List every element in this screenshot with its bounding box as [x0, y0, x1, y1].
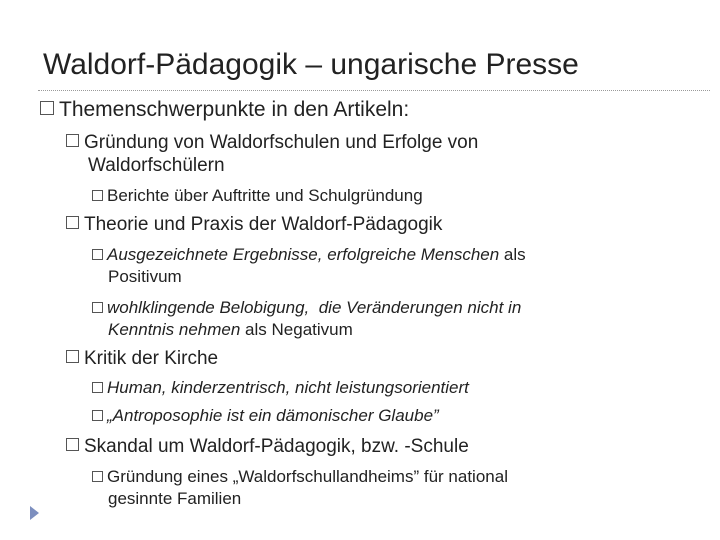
checkbox-bullet-icon	[92, 471, 103, 482]
bullet-text-continuation: gesinnte Familien	[108, 489, 242, 508]
checkbox-bullet-icon	[66, 350, 79, 363]
bullet-item	[92, 467, 508, 487]
slide-marker-arrow-icon	[30, 506, 39, 520]
bullet-text: Gründung von Waldorfschulen und Erfolge von	[84, 132, 479, 153]
bullet-item	[92, 245, 526, 265]
bullet-text: als Negativum	[240, 320, 353, 339]
bullet-text: Theorie und Praxis der Waldorf-Pädagogik	[84, 214, 443, 235]
checkbox-bullet-icon	[92, 249, 103, 260]
bullet-text: als	[499, 245, 526, 264]
bullet-item	[66, 348, 218, 370]
bullet-text: Skandal um Waldorf-Pädagogik, bzw. -Schule	[84, 436, 469, 457]
bullet-item	[92, 186, 423, 206]
bullet-text-italic: Ausgezeichnete Ergebnisse, erfolgreiche Menschen	[107, 245, 500, 264]
checkbox-bullet-icon	[66, 134, 79, 147]
checkbox-bullet-icon	[92, 382, 103, 393]
bullet-text: Themenschwerpunkte in den Artikeln:	[59, 98, 410, 121]
bullet-text-continuation	[108, 320, 353, 340]
bullet-text-italic: Kenntnis nehmen	[108, 320, 241, 339]
bullet-text-italic: wohlklingende Belobigung, die Veränderungen nicht in	[107, 298, 522, 317]
bullet-item	[66, 214, 442, 236]
bullet-text: Berichte über Auftritte und Schulgründung	[107, 186, 423, 205]
bullet-text-continuation: Waldorfschülern	[88, 155, 225, 176]
checkbox-bullet-icon	[66, 216, 79, 229]
checkbox-bullet-icon	[92, 190, 103, 201]
bullet-text-italic: Human, kinderzentrisch, nicht leistungsorientiert	[107, 378, 469, 397]
bullet-item	[92, 298, 521, 318]
bullet-item	[92, 378, 469, 398]
bullet-text-continuation: Positivum	[108, 267, 182, 286]
bullet-item	[40, 98, 409, 122]
slide-title: Waldorf-Pädagogik – ungarische Presse	[43, 48, 579, 81]
bullet-item	[66, 436, 469, 458]
checkbox-bullet-icon	[66, 438, 79, 451]
title-divider	[38, 90, 710, 91]
bullet-item	[92, 406, 439, 426]
bullet-text-italic: „Antroposophie ist ein dämonischer Glaube”	[107, 406, 439, 425]
bullet-item	[66, 132, 478, 154]
checkbox-bullet-icon	[92, 302, 103, 313]
bullet-text: Gründung eines „Waldorfschullandheims” für national	[107, 467, 508, 486]
bullet-text: Kritik der Kirche	[84, 348, 219, 369]
checkbox-bullet-icon	[40, 101, 54, 115]
checkbox-bullet-icon	[92, 410, 103, 421]
